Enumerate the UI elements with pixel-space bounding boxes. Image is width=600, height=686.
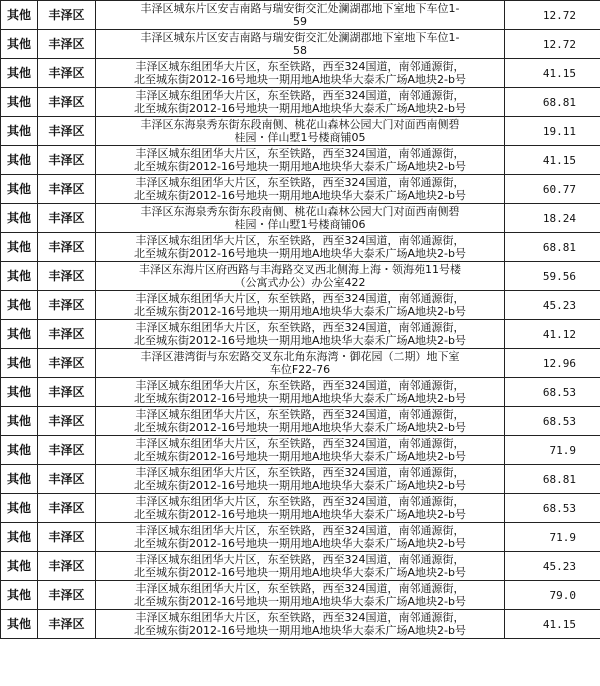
type-cell: 其他 (1, 610, 38, 639)
type-cell: 其他 (1, 1, 38, 30)
district-cell: 丰泽区 (38, 59, 96, 88)
area-cell: 45.23 (505, 552, 600, 581)
address-line-2: 北至城东街2012-16号地块一期用地A地块华大泰禾广场A地块2-b号 (134, 102, 466, 115)
table-row (1, 204, 600, 233)
area-cell: 60.77 (505, 175, 600, 204)
address-line-2: 北至城东街2012-16号地块一期用地A地块华大泰禾广场A地块2-b号 (134, 566, 466, 579)
table-row (1, 1, 600, 30)
address-line-2: 北至城东街2012-16号地块一期用地A地块华大泰禾广场A地块2-b号 (134, 450, 466, 463)
area-cell: 12.96 (505, 349, 600, 378)
table-row (1, 175, 600, 204)
address-cell (96, 523, 505, 552)
address-line-1: 丰泽区城东组团华大片区，东至铁路，西至324国道，南邻通源街， (135, 408, 465, 421)
table-row (1, 262, 600, 291)
type-cell: 其他 (1, 30, 38, 59)
district-cell: 丰泽区 (38, 320, 96, 349)
table-row (1, 436, 600, 465)
address-line-2: 车位F22-76 (269, 363, 331, 376)
type-cell: 其他 (1, 407, 38, 436)
table-row (1, 378, 600, 407)
address-line-1: 丰泽区城东组团华大片区，东至铁路，西至324国道，南邻通源街， (135, 321, 465, 334)
address-cell (96, 436, 505, 465)
area-cell: 68.81 (505, 465, 600, 494)
table-row (1, 30, 600, 59)
address-line-1: 丰泽区城东组团华大片区，东至铁路，西至324国道，南邻通源街， (135, 466, 465, 479)
table-row (1, 552, 600, 581)
address-line-1: 丰泽区东海泉秀东街东段南侧、桃花山森林公园大门对面西南侧碧 (140, 205, 460, 218)
address-line-1: 丰泽区城东组团华大片区，东至铁路，西至324国道，南邻通源街， (135, 611, 465, 624)
address-line-1: 丰泽区城东组团华大片区，东至铁路，西至324国道，南邻通源街， (135, 553, 465, 566)
area-cell: 41.15 (505, 610, 600, 639)
area-cell: 12.72 (505, 30, 600, 59)
district-cell: 丰泽区 (38, 378, 96, 407)
type-cell: 其他 (1, 465, 38, 494)
address-cell (96, 349, 505, 378)
district-cell: 丰泽区 (38, 175, 96, 204)
area-cell: 71.9 (505, 523, 600, 552)
address-line-1: 丰泽区城东组团华大片区，东至铁路，西至324国道，南邻通源街， (135, 582, 465, 595)
address-cell (96, 146, 505, 175)
table-row (1, 610, 600, 639)
address-cell (96, 581, 505, 610)
address-cell (96, 610, 505, 639)
type-cell: 其他 (1, 320, 38, 349)
table-row (1, 407, 600, 436)
district-cell: 丰泽区 (38, 465, 96, 494)
address-line-2: 北至城东街2012-16号地块一期用地A地块华大泰禾广场A地块2-b号 (134, 595, 466, 608)
address-line-2: 北至城东街2012-16号地块一期用地A地块华大泰禾广场A地块2-b号 (134, 334, 466, 347)
table-row (1, 291, 600, 320)
address-cell (96, 407, 505, 436)
address-line-2: 北至城东街2012-16号地块一期用地A地块华大泰禾广场A地块2-b号 (134, 421, 466, 434)
area-cell: 18.24 (505, 204, 600, 233)
type-cell: 其他 (1, 291, 38, 320)
district-cell: 丰泽区 (38, 523, 96, 552)
address-cell (96, 291, 505, 320)
type-cell: 其他 (1, 581, 38, 610)
address-line-2: 北至城东街2012-16号地块一期用地A地块华大泰禾广场A地块2-b号 (134, 73, 466, 86)
address-line-1: 丰泽区城东组团华大片区，东至铁路，西至324国道，南邻通源街， (135, 524, 465, 537)
type-cell: 其他 (1, 59, 38, 88)
address-cell (96, 117, 505, 146)
address-cell (96, 59, 505, 88)
address-cell (96, 1, 505, 30)
district-cell: 丰泽区 (38, 146, 96, 175)
address-line-1: 丰泽区城东片区安吉南路与瑞安街交汇处澜湖郡地下室地下车位1- (140, 31, 460, 44)
address-cell (96, 30, 505, 59)
district-cell: 丰泽区 (38, 349, 96, 378)
district-cell: 丰泽区 (38, 262, 96, 291)
area-cell: 19.11 (505, 117, 600, 146)
address-line-1: 丰泽区城东组团华大片区，东至铁路，西至324国道，南邻通源街， (135, 89, 465, 102)
address-cell (96, 465, 505, 494)
table-row (1, 88, 600, 117)
area-cell: 71.9 (505, 436, 600, 465)
type-cell: 其他 (1, 349, 38, 378)
area-cell: 41.12 (505, 320, 600, 349)
district-cell: 丰泽区 (38, 552, 96, 581)
address-line-2: （公寓式办公）办公室422 (234, 276, 366, 289)
type-cell: 其他 (1, 494, 38, 523)
type-cell: 其他 (1, 436, 38, 465)
district-cell: 丰泽区 (38, 30, 96, 59)
address-cell (96, 378, 505, 407)
address-line-1: 丰泽区城东组团华大片区，东至铁路，西至324国道，南邻通源街， (135, 234, 465, 247)
address-line-1: 丰泽区城东组团华大片区，东至铁路，西至324国道，南邻通源街， (135, 292, 465, 305)
district-cell: 丰泽区 (38, 581, 96, 610)
type-cell: 其他 (1, 117, 38, 146)
area-cell: 12.72 (505, 1, 600, 30)
address-line-2: 北至城东街2012-16号地块一期用地A地块华大泰禾广场A地块2-b号 (134, 537, 466, 550)
area-cell: 68.81 (505, 233, 600, 262)
district-cell: 丰泽区 (38, 233, 96, 262)
address-cell (96, 175, 505, 204)
table-row (1, 146, 600, 175)
area-cell: 68.53 (505, 494, 600, 523)
address-line-2: 北至城东街2012-16号地块一期用地A地块华大泰禾广场A地块2-b号 (134, 189, 466, 202)
address-line-2: 北至城东街2012-16号地块一期用地A地块华大泰禾广场A地块2-b号 (134, 392, 466, 405)
type-cell: 其他 (1, 175, 38, 204)
address-line-2: 59 (293, 15, 307, 28)
table-row (1, 494, 600, 523)
table-row (1, 349, 600, 378)
type-cell: 其他 (1, 262, 38, 291)
address-cell (96, 262, 505, 291)
table-row (1, 320, 600, 349)
address-line-1: 丰泽区城东组团华大片区，东至铁路，西至324国道，南邻通源街， (135, 495, 465, 508)
address-line-2: 北至城东街2012-16号地块一期用地A地块华大泰禾广场A地块2-b号 (134, 479, 466, 492)
area-cell: 45.23 (505, 291, 600, 320)
table-row (1, 581, 600, 610)
type-cell: 其他 (1, 204, 38, 233)
type-cell: 其他 (1, 523, 38, 552)
area-cell: 68.53 (505, 407, 600, 436)
district-cell: 丰泽区 (38, 204, 96, 233)
area-cell: 68.81 (505, 88, 600, 117)
address-line-2: 桂园・佯山墅1号楼商铺06 (234, 218, 366, 231)
table-body (1, 1, 600, 639)
address-line-1: 丰泽区东海片区府西路与丰海路交叉西北侧海上海・领海苑11号楼 (139, 263, 461, 276)
district-cell: 丰泽区 (38, 407, 96, 436)
address-cell (96, 320, 505, 349)
address-line-1: 丰泽区城东组团华大片区，东至铁路，西至324国道，南邻通源街， (135, 147, 465, 160)
type-cell: 其他 (1, 88, 38, 117)
address-cell (96, 552, 505, 581)
area-cell: 79.0 (505, 581, 600, 610)
address-line-1: 丰泽区城东组团华大片区，东至铁路，西至324国道，南邻通源街， (135, 176, 465, 189)
district-cell: 丰泽区 (38, 1, 96, 30)
address-line-1: 丰泽区城东组团华大片区，东至铁路，西至324国道，南邻通源街， (135, 379, 465, 392)
address-line-2: 北至城东街2012-16号地块一期用地A地块华大泰禾广场A地块2-b号 (134, 624, 466, 637)
district-cell: 丰泽区 (38, 291, 96, 320)
district-cell: 丰泽区 (38, 494, 96, 523)
type-cell: 其他 (1, 233, 38, 262)
area-cell: 41.15 (505, 59, 600, 88)
district-cell: 丰泽区 (38, 436, 96, 465)
type-cell: 其他 (1, 552, 38, 581)
table-row (1, 523, 600, 552)
address-line-1: 丰泽区城东组团华大片区，东至铁路，西至324国道，南邻通源街， (135, 60, 465, 73)
address-line-1: 丰泽区东海泉秀东街东段南侧、桃花山森林公园大门对面西南侧碧 (140, 118, 460, 131)
address-line-2: 北至城东街2012-16号地块一期用地A地块华大泰禾广场A地块2-b号 (134, 508, 466, 521)
address-line-2: 桂园・佯山墅1号楼商铺05 (234, 131, 366, 144)
address-cell (96, 204, 505, 233)
address-line-2: 北至城东街2012-16号地块一期用地A地块华大泰禾广场A地块2-b号 (134, 160, 466, 173)
district-cell: 丰泽区 (38, 610, 96, 639)
address-cell (96, 494, 505, 523)
address-line-1: 丰泽区港湾街与东宏路交叉东北角东海湾・御花园（二期）地下室 (140, 350, 460, 363)
address-line-2: 北至城东街2012-16号地块一期用地A地块华大泰禾广场A地块2-b号 (134, 247, 466, 260)
table-row (1, 117, 600, 146)
district-cell: 丰泽区 (38, 88, 96, 117)
address-line-2: 北至城东街2012-16号地块一期用地A地块华大泰禾广场A地块2-b号 (134, 305, 466, 318)
address-line-1: 丰泽区城东组团华大片区，东至铁路，西至324国道，南邻通源街， (135, 437, 465, 450)
area-cell: 68.53 (505, 378, 600, 407)
district-cell: 丰泽区 (38, 117, 96, 146)
address-line-2: 58 (293, 44, 307, 57)
type-cell: 其他 (1, 146, 38, 175)
area-cell: 41.15 (505, 146, 600, 175)
type-cell: 其他 (1, 378, 38, 407)
table-row (1, 233, 600, 262)
address-cell (96, 88, 505, 117)
table-row (1, 465, 600, 494)
address-line-1: 丰泽区城东片区安吉南路与瑞安街交汇处澜湖郡地下室地下车位1- (140, 2, 460, 15)
address-cell (96, 233, 505, 262)
area-cell: 59.56 (505, 262, 600, 291)
table-row (1, 59, 600, 88)
